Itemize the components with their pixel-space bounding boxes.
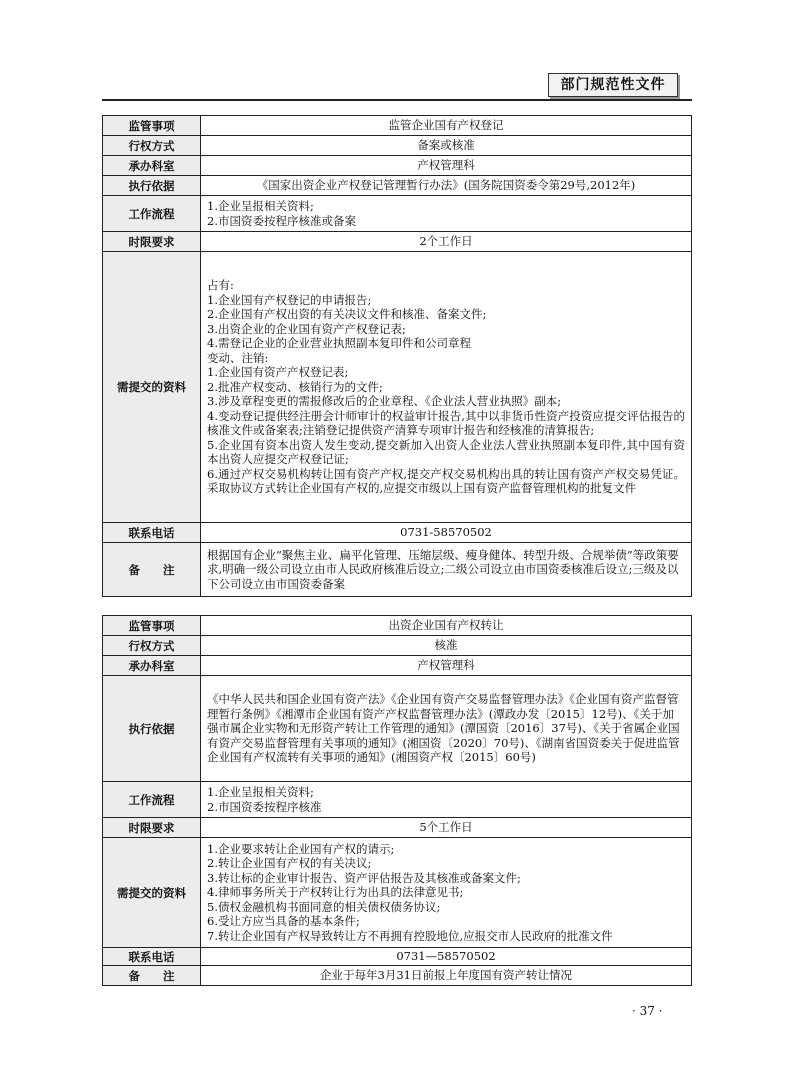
value-time: 5个工作日 bbox=[201, 818, 692, 838]
material-item: 5.企业国有资本出资人发生变动,提交新加入出资人企业法人营业执照副本复印件,其中国有资本出资人应提交产权登记证; bbox=[207, 437, 685, 467]
label-phone: 联系电话 bbox=[103, 523, 201, 543]
material-item: 4.变动登记提供经注册会计师审计的权益审计报告,其中以非货币性资产投资应提交评估报告的核准文件或备案表;注销登记提供资产清算专项审计报告和经核准的清算报告; bbox=[207, 408, 685, 438]
label-materials: 需提交的资料 bbox=[103, 252, 201, 523]
row-workflow bbox=[103, 782, 692, 818]
value-remark: 企业于每年3月31日前报上年度国有资产转让情况 bbox=[201, 966, 692, 986]
transfer-table bbox=[102, 615, 692, 986]
material-item: 1.企业要求转让企业国有产权的请示; bbox=[207, 841, 395, 856]
row-time bbox=[103, 232, 692, 252]
row-remark bbox=[103, 543, 692, 597]
row-item bbox=[103, 116, 692, 136]
material-item: 3.转让标的企业审计报告、资产评估报告及其核准或备案文件; bbox=[207, 870, 521, 885]
value-basis: 《中华人民共和国企业国有资产法》《企业国有资产交易监督管理办法》《企业国有资产监督管理暂行条例》《湘潭市企业国有资产产权监督管理办法》(潭政办发〔2015〕12号)、《关于加强市属企业实物和无形资产转让工作管理的通知》(潭国资〔2016〕37号)、《关于省属企业国有资产交易监督管理有关事项的通知》(湘国资〔2020〕70号)、《湖南省国资委关于促进监管企业国有产权流转有关事项的通知》(湘国资产权〔2015〕60号) bbox=[201, 676, 692, 782]
label-time: 时限要求 bbox=[103, 232, 201, 252]
workflow-step: 2.市国资委按程序核准或备案 bbox=[207, 213, 356, 228]
label-office: 承办科室 bbox=[103, 656, 201, 676]
row-phone bbox=[103, 523, 692, 543]
registration-table bbox=[102, 115, 692, 597]
row-method bbox=[103, 136, 692, 156]
row-office bbox=[103, 156, 692, 176]
value-materials bbox=[201, 252, 692, 523]
label-materials: 需提交的资料 bbox=[103, 838, 201, 948]
label-phone: 联系电话 bbox=[103, 948, 201, 966]
value-item: 监管企业国有产权登记 bbox=[201, 116, 692, 136]
row-remark bbox=[103, 966, 692, 986]
material-item: 2.批准产权变动、核销行为的文件; bbox=[207, 379, 383, 394]
material-item: 5.债权金融机构书面同意的相关债权债务协议; bbox=[207, 899, 441, 914]
workflow-step: 2.市国资委按程序核准 bbox=[207, 799, 322, 814]
value-office: 产权管理科 bbox=[201, 656, 692, 676]
row-basis bbox=[103, 176, 692, 196]
material-item: 变动、注销: bbox=[207, 350, 269, 365]
material-item: 1.企业国有产权登记的申请报告; bbox=[207, 292, 372, 307]
row-office bbox=[103, 656, 692, 676]
row-materials bbox=[103, 252, 692, 523]
row-item bbox=[103, 616, 692, 636]
label-remark: 备 注 bbox=[103, 966, 201, 986]
material-item: 6.通过产权交易机构转让国有资产产权,提交产权交易机构出具的转让国有资产产权交易凭证。采取协议方式转让企业国有产权的,应提交市级以上国有资产监督管理机构的批复文件 bbox=[207, 466, 685, 496]
value-item: 出资企业国有产权转让 bbox=[201, 616, 692, 636]
row-workflow bbox=[103, 196, 692, 232]
label-basis: 执行依据 bbox=[103, 676, 201, 782]
label-workflow: 工作流程 bbox=[103, 782, 201, 818]
workflow-step: 1.企业呈报相关资料; bbox=[207, 199, 314, 213]
label-basis: 执行依据 bbox=[103, 176, 201, 196]
row-materials bbox=[103, 838, 692, 948]
material-item: 2.转让企业国有产权的有关决议; bbox=[207, 856, 372, 871]
value-method: 备案或核准 bbox=[201, 136, 692, 156]
label-item: 监管事项 bbox=[103, 116, 201, 136]
value-materials bbox=[201, 838, 692, 948]
label-method: 行权方式 bbox=[103, 636, 201, 656]
label-time: 时限要求 bbox=[103, 818, 201, 838]
material-item: 7.转让企业国有产权导致转让方不再拥有控股地位,应报交市人民政府的批准文件 bbox=[207, 928, 613, 943]
value-remark: 根据国有企业“聚焦主业、扁平化管理、压缩层级、瘦身健体、转型升级、合规举债”等政策要求,明确一级公司设立由市人民政府核准后设立;二级公司设立由市国资委核准后设立;三级及以下公司设立由市国资委备案 bbox=[201, 543, 692, 597]
label-remark: 备 注 bbox=[103, 543, 201, 597]
label-office: 承办科室 bbox=[103, 156, 201, 176]
row-method bbox=[103, 636, 692, 656]
value-phone: 0731—58570502 bbox=[201, 948, 692, 966]
value-basis: 《国家出资企业产权登记管理暂行办法》(国务院国资委令第29号,2012年) bbox=[201, 176, 692, 196]
label-item: 监管事项 bbox=[103, 616, 201, 636]
material-item: 4.需登记企业的企业营业执照副本复印件和公司章程 bbox=[207, 336, 471, 351]
value-office: 产权管理科 bbox=[201, 156, 692, 176]
material-item: 1.企业国有资产产权登记表; bbox=[207, 365, 349, 380]
value-time: 2个工作日 bbox=[201, 232, 692, 252]
material-item: 3.涉及章程变更的需报修改后的企业章程、《企业法人营业执照》副本; bbox=[207, 394, 562, 409]
material-item: 占有: bbox=[207, 278, 234, 293]
row-time bbox=[103, 818, 692, 838]
workflow-step: 1.企业呈报相关资料; bbox=[207, 785, 314, 799]
section-tag: 部门规范性文件 bbox=[548, 73, 678, 97]
header-rule bbox=[102, 99, 692, 101]
label-workflow: 工作流程 bbox=[103, 196, 201, 232]
value-workflow bbox=[201, 782, 692, 818]
value-method: 核准 bbox=[201, 636, 692, 656]
material-item: 6.受让方应当具备的基本条件; bbox=[207, 914, 360, 929]
material-item: 4.律师事务所关于产权转让行为出具的法律意见书; bbox=[207, 885, 464, 900]
row-phone bbox=[103, 948, 692, 966]
material-item: 2.企业国有产权出资的有关决议文件和核准、备案文件; bbox=[207, 307, 487, 322]
label-method: 行权方式 bbox=[103, 136, 201, 156]
value-phone: 0731-58570502 bbox=[201, 523, 692, 543]
page-number: · 37 · bbox=[632, 1004, 663, 1018]
row-basis bbox=[103, 676, 692, 782]
value-workflow bbox=[201, 196, 692, 232]
material-item: 3.出资企业的企业国有资产产权登记表; bbox=[207, 321, 406, 336]
